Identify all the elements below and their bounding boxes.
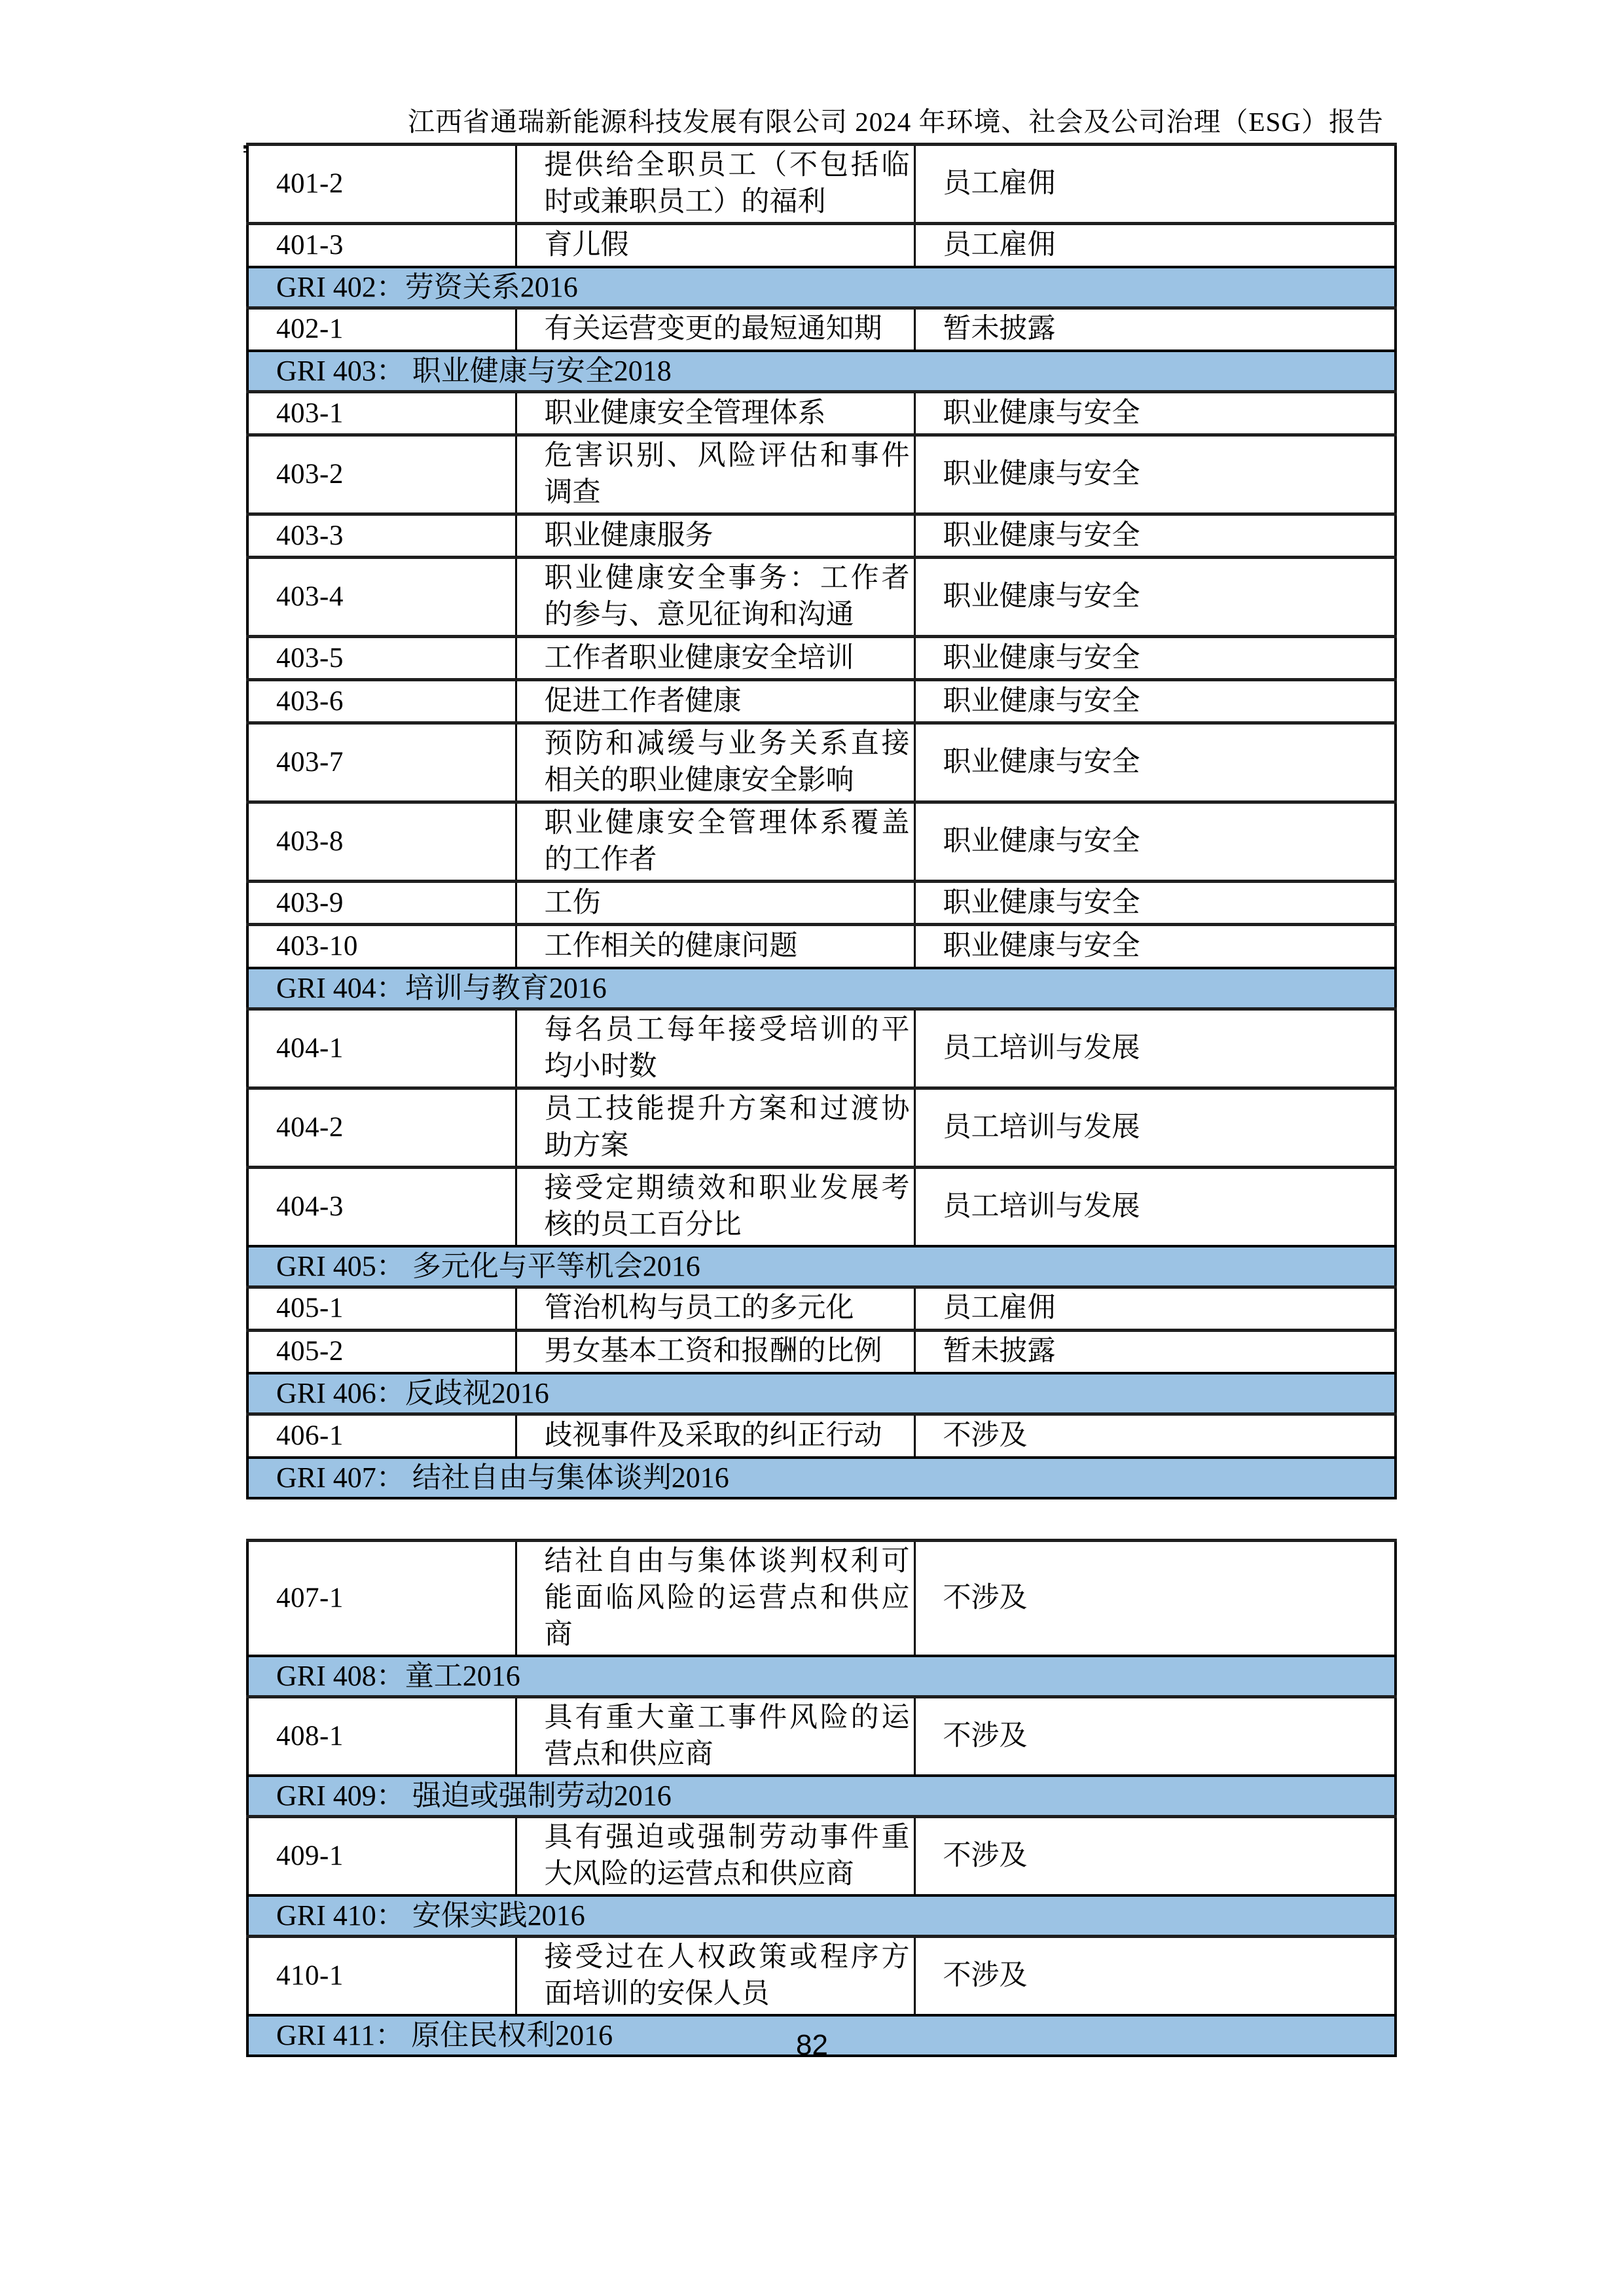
gri-standard-header-row [247, 1895, 1396, 1937]
table-row [247, 882, 1396, 925]
table-row [247, 1541, 1396, 1657]
gri-index-table-lower [246, 1539, 1397, 2057]
report-location-cell: 员工雇佣 [914, 1287, 1396, 1330]
table-row [247, 680, 1396, 723]
report-location-cell: 职业健康与安全 [914, 558, 1396, 637]
report-location-cell: 员工雇佣 [914, 224, 1396, 267]
indicator-code-cell: 404-1 [247, 1009, 516, 1088]
gri-index-table-upper [246, 143, 1397, 1499]
report-location-cell: 职业健康与安全 [914, 514, 1396, 558]
table-row [247, 308, 1396, 351]
table-row [247, 1330, 1396, 1373]
indicator-code-cell: 404-2 [247, 1088, 516, 1167]
table-row [247, 558, 1396, 637]
report-location-cell: 暂未披露 [914, 1330, 1396, 1373]
disclosure-title-cell: 员工技能提升方案和过渡协助方案 [516, 1088, 914, 1167]
disclosure-title-cell: 促进工作者健康 [516, 680, 914, 723]
indicator-code-cell: 408-1 [247, 1697, 516, 1776]
report-location-cell: 职业健康与安全 [914, 637, 1396, 680]
table-row [247, 802, 1396, 882]
disclosure-title-cell: 危害识别、风险评估和事件调查 [516, 435, 914, 514]
report-location-cell: 职业健康与安全 [914, 392, 1396, 435]
table-row [247, 1088, 1396, 1167]
indicator-code-cell: 403-6 [247, 680, 516, 723]
report-location-cell: 职业健康与安全 [914, 882, 1396, 925]
table-row [247, 925, 1396, 968]
indicator-code-cell: 403-3 [247, 514, 516, 558]
gri-standard-header-row [247, 1373, 1396, 1414]
gri-standard-label: GRI 403： 职业健康与安全2018 [247, 351, 1396, 392]
table-row [247, 224, 1396, 267]
report-location-cell: 暂未披露 [914, 308, 1396, 351]
table-row [247, 435, 1396, 514]
report-location-cell: 职业健康与安全 [914, 802, 1396, 882]
disclosure-title-cell: 工作者职业健康安全培训 [516, 637, 914, 680]
disclosure-title-cell: 接受定期绩效和职业发展考核的员工百分比 [516, 1167, 914, 1246]
report-location-cell: 员工培训与发展 [914, 1009, 1396, 1088]
disclosure-title-cell: 具有重大童工事件风险的运营点和供应商 [516, 1697, 914, 1776]
disclosure-title-cell: 工作相关的健康问题 [516, 925, 914, 968]
indicator-code-cell: 403-8 [247, 802, 516, 882]
gri-standard-header-row [247, 1656, 1396, 1697]
indicator-code-cell: 410-1 [247, 1937, 516, 2016]
gri-standard-label: GRI 405： 多元化与平等机会2016 [247, 1246, 1396, 1287]
page-header-title: 江西省通瑞新能源科技发展有限公司 2024 年环境、社会及公司治理（ESG）报告 [408, 107, 1384, 137]
disclosure-title-cell: 职业健康安全管理体系 [516, 392, 914, 435]
table-row [247, 1697, 1396, 1776]
disclosure-title-cell: 每名员工每年接受培训的平均小时数 [516, 1009, 914, 1088]
gri-standard-label: GRI 407： 结社自由与集体谈判2016 [247, 1458, 1396, 1498]
indicator-code-cell: 403-9 [247, 882, 516, 925]
indicator-code-cell: 401-3 [247, 224, 516, 267]
gri-standard-label: GRI 406：反歧视2016 [247, 1373, 1396, 1414]
disclosure-title-cell: 职业健康安全管理体系覆盖的工作者 [516, 802, 914, 882]
gri-standard-label: GRI 402：劳资关系2016 [247, 267, 1396, 308]
report-location-cell: 员工培训与发展 [914, 1088, 1396, 1167]
table-row [247, 145, 1396, 224]
gri-standard-header-row [247, 351, 1396, 392]
indicator-code-cell: 409-1 [247, 1817, 516, 1896]
disclosure-title-cell: 提供给全职员工（不包括临时或兼职员工）的福利 [516, 145, 914, 224]
report-location-cell: 员工培训与发展 [914, 1167, 1396, 1246]
disclosure-title-cell: 有关运营变更的最短通知期 [516, 308, 914, 351]
indicator-code-cell: 405-2 [247, 1330, 516, 1373]
disclosure-title-cell: 结社自由与集体谈判权利可能面临风险的运营点和供应商 [516, 1541, 914, 1657]
indicator-code-cell: 403-2 [247, 435, 516, 514]
disclosure-title-cell: 职业健康服务 [516, 514, 914, 558]
report-location-cell: 不涉及 [914, 1937, 1396, 2016]
table-row [247, 1287, 1396, 1330]
report-location-cell: 不涉及 [914, 1414, 1396, 1458]
table-row [247, 514, 1396, 558]
disclosure-title-cell: 男女基本工资和报酬的比例 [516, 1330, 914, 1373]
gri-standard-label: GRI 408：童工2016 [247, 1656, 1396, 1697]
disclosure-title-cell: 工伤 [516, 882, 914, 925]
table-row [247, 1937, 1396, 2016]
indicator-code-cell: 403-7 [247, 723, 516, 802]
disclosure-title-cell: 管治机构与员工的多元化 [516, 1287, 914, 1330]
disclosure-title-cell: 歧视事件及采取的纠正行动 [516, 1414, 914, 1458]
gri-standard-label: GRI 411： 原住民权利2016 [247, 2015, 1396, 2056]
gri-standard-label: GRI 410： 安保实践2016 [247, 1895, 1396, 1937]
report-location-cell: 职业健康与安全 [914, 723, 1396, 802]
disclosure-title-cell: 职业健康安全事务：工作者的参与、意见征询和沟通 [516, 558, 914, 637]
table-row [247, 392, 1396, 435]
page-number: 82 [796, 2029, 828, 2061]
gri-standard-label: GRI 404：培训与教育2016 [247, 968, 1396, 1009]
gri-standard-header-row [247, 1458, 1396, 1498]
indicator-code-cell: 401-2 [247, 145, 516, 224]
disclosure-title-cell: 预防和减缓与业务关系直接相关的职业健康安全影响 [516, 723, 914, 802]
report-location-cell: 职业健康与安全 [914, 680, 1396, 723]
table-row [247, 637, 1396, 680]
gri-standard-header-row [247, 1246, 1396, 1287]
indicator-code-cell: 402-1 [247, 308, 516, 351]
gri-standard-label: GRI 409： 强迫或强制劳动2016 [247, 1776, 1396, 1817]
table-row [247, 1009, 1396, 1088]
table-row [247, 1167, 1396, 1246]
report-location-cell: 不涉及 [914, 1541, 1396, 1657]
table-row [247, 1414, 1396, 1458]
indicator-code-cell: 403-10 [247, 925, 516, 968]
indicator-code-cell: 403-4 [247, 558, 516, 637]
gri-standard-header-row [247, 1776, 1396, 1817]
report-location-cell: 员工雇佣 [914, 145, 1396, 224]
indicator-code-cell: 403-5 [247, 637, 516, 680]
gri-standard-header-row [247, 267, 1396, 308]
indicator-code-cell: 406-1 [247, 1414, 516, 1458]
indicator-code-cell: 403-1 [247, 392, 516, 435]
indicator-code-cell: 404-3 [247, 1167, 516, 1246]
disclosure-title-cell: 接受过在人权政策或程序方面培训的安保人员 [516, 1937, 914, 2016]
report-location-cell: 不涉及 [914, 1817, 1396, 1896]
report-location-cell: 职业健康与安全 [914, 925, 1396, 968]
indicator-code-cell: 407-1 [247, 1541, 516, 1657]
gri-standard-header-row [247, 968, 1396, 1009]
table-row [247, 723, 1396, 802]
disclosure-title-cell: 育儿假 [516, 224, 914, 267]
disclosure-title-cell: 具有强迫或强制劳动事件重大风险的运营点和供应商 [516, 1817, 914, 1896]
report-location-cell: 不涉及 [914, 1697, 1396, 1776]
report-location-cell: 职业健康与安全 [914, 435, 1396, 514]
indicator-code-cell: 405-1 [247, 1287, 516, 1330]
table-row [247, 1817, 1396, 1896]
